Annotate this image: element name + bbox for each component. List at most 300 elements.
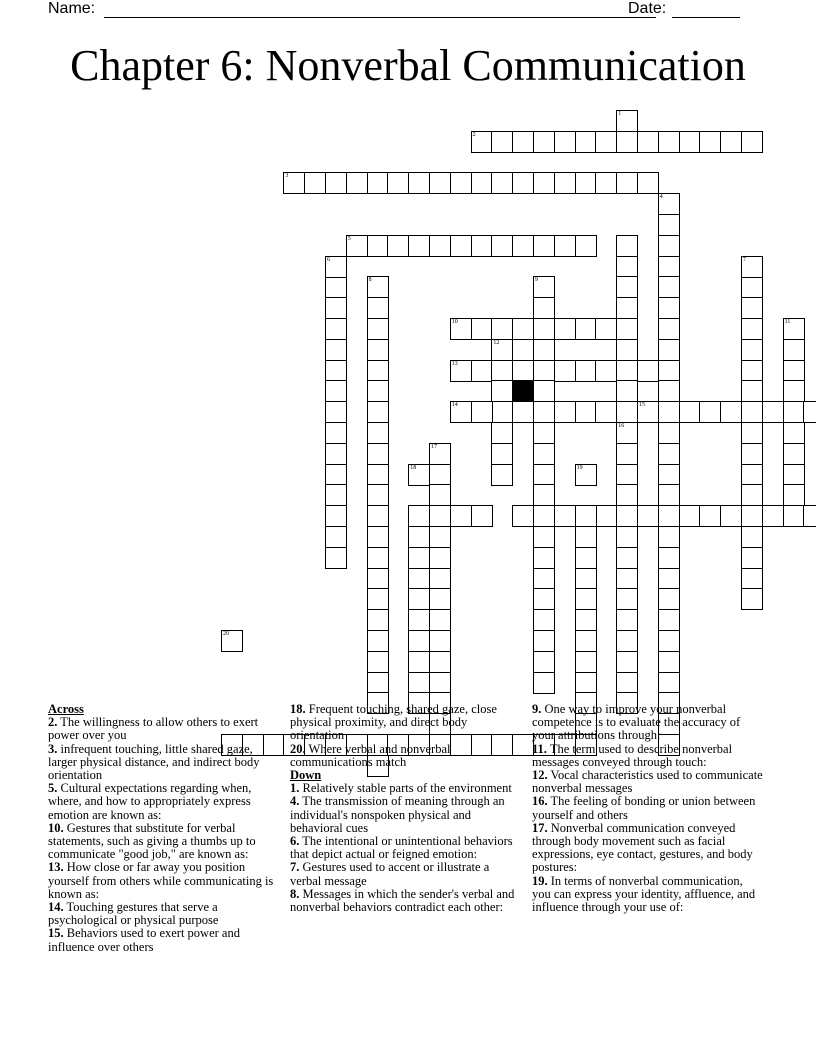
grid-cell[interactable] xyxy=(658,547,680,569)
grid-cell[interactable] xyxy=(325,505,347,527)
grid-cell[interactable] xyxy=(367,172,389,194)
grid-cell[interactable] xyxy=(783,401,805,423)
grid-cell[interactable] xyxy=(325,297,347,319)
grid-cell[interactable] xyxy=(658,318,680,340)
grid-cell[interactable] xyxy=(783,443,805,465)
grid-cell[interactable] xyxy=(367,526,389,548)
grid-cell[interactable] xyxy=(575,172,597,194)
grid-cell[interactable] xyxy=(429,464,451,486)
grid-cell[interactable] xyxy=(699,505,721,527)
grid-cell[interactable] xyxy=(346,235,368,257)
grid-cell[interactable] xyxy=(533,339,555,361)
grid-cell[interactable] xyxy=(658,609,680,631)
grid-cell[interactable] xyxy=(616,568,638,590)
grid-cell[interactable] xyxy=(658,235,680,257)
grid-cell[interactable] xyxy=(367,484,389,506)
grid-cell[interactable] xyxy=(533,630,555,652)
grid-cell[interactable] xyxy=(533,526,555,548)
grid-cell[interactable] xyxy=(575,464,597,486)
grid-cell[interactable] xyxy=(429,484,451,506)
clue-number: 12 xyxy=(493,339,500,346)
grid-cell[interactable] xyxy=(325,526,347,548)
grid-cell[interactable] xyxy=(533,131,555,153)
grid-cell[interactable] xyxy=(491,380,513,402)
grid-cell[interactable] xyxy=(429,672,451,694)
grid-cell[interactable] xyxy=(741,401,763,423)
grid-cell[interactable] xyxy=(720,505,742,527)
grid-cell[interactable] xyxy=(429,588,451,610)
grid-cell[interactable] xyxy=(658,193,680,215)
grid-cell[interactable] xyxy=(367,464,389,486)
clue-number: 11 xyxy=(784,319,791,325)
grid-cell[interactable] xyxy=(367,568,389,590)
clue-item-text: The feeling of bonding or union between yourself and others xyxy=(532,794,756,822)
grid-cell[interactable] xyxy=(367,339,389,361)
grid-cell[interactable] xyxy=(304,172,326,194)
grid-cell[interactable] xyxy=(658,630,680,652)
grid-cell[interactable] xyxy=(408,568,430,590)
grid-cell[interactable] xyxy=(512,401,534,423)
grid-cell[interactable] xyxy=(658,276,680,298)
grid-cell[interactable] xyxy=(408,235,430,257)
grid-cell[interactable] xyxy=(325,360,347,382)
grid-cell[interactable] xyxy=(471,172,493,194)
grid-cell[interactable] xyxy=(616,401,638,423)
grid-cell[interactable] xyxy=(325,401,347,423)
grid-cell[interactable] xyxy=(533,235,555,257)
grid-cell[interactable] xyxy=(741,360,763,382)
grid-cell[interactable] xyxy=(616,297,638,319)
grid-cell[interactable] xyxy=(471,318,493,340)
clue-item xyxy=(48,822,280,862)
grid-cell[interactable] xyxy=(616,256,638,278)
grid-cell[interactable] xyxy=(658,297,680,319)
grid-cell[interactable] xyxy=(429,505,451,527)
grid-cell[interactable] xyxy=(471,235,493,257)
grid-cell[interactable] xyxy=(533,172,555,194)
clue-item-number: 15. xyxy=(48,926,64,941)
clue-item-text: In terms of nonverbal communication, you can express your identity, affluence, and influence through your use of: xyxy=(532,873,756,915)
clue-item-number: 4. xyxy=(290,794,300,809)
grid-cell[interactable] xyxy=(429,526,451,548)
grid-cell[interactable] xyxy=(367,360,389,382)
grid-cell[interactable] xyxy=(554,505,576,527)
grid-cell[interactable] xyxy=(367,505,389,527)
grid-cell[interactable] xyxy=(346,172,368,194)
grid-cell[interactable] xyxy=(575,360,597,382)
grid-cell[interactable] xyxy=(325,547,347,569)
grid-cell[interactable] xyxy=(616,318,638,340)
clue-item-number: 14. xyxy=(48,900,64,915)
clue-item xyxy=(532,822,764,875)
grid-cell[interactable] xyxy=(491,131,513,153)
grid-cell[interactable] xyxy=(741,443,763,465)
grid-cell[interactable] xyxy=(783,484,805,506)
grid-cell[interactable] xyxy=(658,443,680,465)
grid-cell[interactable] xyxy=(367,547,389,569)
grid-cell[interactable] xyxy=(554,172,576,194)
grid-cell[interactable] xyxy=(367,672,389,694)
grid-cell[interactable] xyxy=(533,422,555,444)
grid-cell[interactable] xyxy=(533,401,555,423)
grid-cell[interactable] xyxy=(325,256,347,278)
clue-item-text: One way to improve your nonverbal competence is to evaluate the accuracy of your attributions through: xyxy=(532,702,741,743)
grid-cell[interactable] xyxy=(616,526,638,548)
grid-cell[interactable] xyxy=(367,422,389,444)
clue-number: 15 xyxy=(639,402,645,409)
grid-cell[interactable] xyxy=(554,235,576,257)
grid-cell[interactable] xyxy=(387,172,409,194)
grid-cell[interactable] xyxy=(575,672,597,694)
grid-cell[interactable] xyxy=(575,547,597,569)
grid-cell[interactable] xyxy=(367,235,389,257)
grid-cell[interactable] xyxy=(741,131,763,153)
grid-cell[interactable] xyxy=(783,505,805,527)
grid-cell[interactable] xyxy=(616,131,638,153)
clue-item-text: Where verbal and nonverbal communications match xyxy=(290,741,451,769)
grid-cell[interactable] xyxy=(533,672,555,694)
grid-cell[interactable] xyxy=(450,360,472,382)
grid-cell[interactable] xyxy=(741,547,763,569)
grid-cell[interactable] xyxy=(367,380,389,402)
grid-cell[interactable] xyxy=(471,360,493,382)
grid-cell[interactable] xyxy=(429,568,451,590)
grid-cell[interactable] xyxy=(741,256,763,278)
grid-cell[interactable] xyxy=(408,630,430,652)
grid-cell[interactable] xyxy=(637,172,659,194)
grid-cell[interactable] xyxy=(408,547,430,569)
clue-item xyxy=(290,743,522,769)
grid-cell[interactable] xyxy=(325,380,347,402)
grid-cell[interactable] xyxy=(429,443,451,465)
grid-cell[interactable] xyxy=(429,609,451,631)
grid-cell[interactable] xyxy=(616,110,638,132)
grid-cell[interactable] xyxy=(429,172,451,194)
grid-cell[interactable] xyxy=(595,401,617,423)
grid-cell[interactable] xyxy=(616,484,638,506)
grid-cell[interactable] xyxy=(512,505,534,527)
grid-cell[interactable] xyxy=(533,568,555,590)
grid-cell[interactable] xyxy=(491,464,513,486)
grid-cell[interactable] xyxy=(658,422,680,444)
grid-cell[interactable] xyxy=(533,588,555,610)
grid-cell[interactable] xyxy=(658,484,680,506)
grid-cell[interactable] xyxy=(658,131,680,153)
grid-cell[interactable] xyxy=(637,505,659,527)
grid-cell[interactable] xyxy=(554,401,576,423)
grid-cell[interactable] xyxy=(408,172,430,194)
clue-item-text: Touching gestures that serve a psychological or physical purpose xyxy=(48,900,219,928)
grid-cell[interactable] xyxy=(616,609,638,631)
clue-item-text: The intentional or unintentional behaviors that depict actual or feigned emotion: xyxy=(290,834,513,862)
grid-cell[interactable] xyxy=(367,443,389,465)
grid-cell[interactable] xyxy=(367,588,389,610)
clue-item xyxy=(290,703,522,743)
clue-item-text: Gestures used to accent or illustrate a verbal message xyxy=(290,860,490,888)
grid-cell[interactable] xyxy=(783,318,805,340)
grid-cell[interactable] xyxy=(367,401,389,423)
grid-cell[interactable] xyxy=(512,235,534,257)
grid-cell[interactable] xyxy=(512,172,534,194)
grid-cell[interactable] xyxy=(575,131,597,153)
grid-cell[interactable] xyxy=(616,651,638,673)
clue-item-number: 6. xyxy=(290,834,300,849)
grid-cell[interactable] xyxy=(325,276,347,298)
grid-cell[interactable] xyxy=(741,339,763,361)
grid-cell[interactable] xyxy=(699,131,721,153)
grid-cell[interactable] xyxy=(408,588,430,610)
grid-cell[interactable] xyxy=(367,609,389,631)
grid-cell[interactable] xyxy=(429,651,451,673)
grid-cell[interactable] xyxy=(429,630,451,652)
grid-cell[interactable] xyxy=(575,630,597,652)
clue-item-number: 3. xyxy=(48,741,58,756)
clue-item xyxy=(48,743,280,783)
grid-cell[interactable] xyxy=(658,256,680,278)
grid-cell[interactable] xyxy=(741,588,763,610)
grid-cell[interactable] xyxy=(575,235,597,257)
grid-cell[interactable] xyxy=(616,630,638,652)
grid-cell[interactable] xyxy=(595,360,617,382)
clue-item xyxy=(48,782,280,822)
clue-item-text: Frequent touching, shared gaze, close physical proximity, and direct body orientation xyxy=(290,702,497,743)
grid-cell[interactable] xyxy=(408,526,430,548)
grid-cell[interactable] xyxy=(741,505,763,527)
clue-item-text: Relatively stable parts of the environment xyxy=(299,781,512,796)
clue-section-heading: Down xyxy=(290,768,322,783)
grid-cell[interactable] xyxy=(367,630,389,652)
grid-cell[interactable] xyxy=(575,505,597,527)
grid-cell[interactable] xyxy=(450,401,472,423)
grid-cell[interactable] xyxy=(533,360,555,382)
grid-cell[interactable] xyxy=(658,464,680,486)
grid-cell[interactable] xyxy=(616,464,638,486)
clue-item-text: Gestures that substitute for verbal statements, such as giving a thumbs up to communicate "good job," are known as: xyxy=(48,820,256,862)
grid-cell[interactable] xyxy=(783,380,805,402)
clue-item-number: 13. xyxy=(48,860,64,875)
grid-cell[interactable] xyxy=(471,505,493,527)
grid-cell[interactable] xyxy=(720,401,742,423)
clue-item-text: How close or far away you position yourself from others while communicating is known as: xyxy=(48,860,274,901)
grid-cell[interactable] xyxy=(533,505,555,527)
grid-cell[interactable] xyxy=(491,235,513,257)
grid-cell[interactable] xyxy=(595,318,617,340)
grid-cell[interactable] xyxy=(616,672,638,694)
grid-cell[interactable] xyxy=(512,360,534,382)
grid-cell[interactable] xyxy=(575,401,597,423)
grid-cell[interactable] xyxy=(679,505,701,527)
grid-cell[interactable] xyxy=(533,297,555,319)
grid-cell[interactable] xyxy=(325,422,347,444)
clue-item-number: 17. xyxy=(532,820,548,835)
grid-cell[interactable] xyxy=(658,568,680,590)
grid-cell[interactable] xyxy=(658,526,680,548)
grid-cell[interactable] xyxy=(762,401,784,423)
grid-cell[interactable] xyxy=(679,401,701,423)
grid-cell[interactable] xyxy=(408,505,430,527)
clue-number: 14 xyxy=(451,402,458,409)
clue-item-number: 19. xyxy=(532,873,548,888)
grid-cell[interactable] xyxy=(803,401,816,423)
grid-cell[interactable] xyxy=(616,443,638,465)
grid-cell[interactable] xyxy=(616,276,638,298)
grid-cell[interactable] xyxy=(595,172,617,194)
grid-cell[interactable] xyxy=(554,318,576,340)
grid-cell[interactable] xyxy=(408,464,430,486)
grid-cell[interactable] xyxy=(491,422,513,444)
clue-item xyxy=(532,743,764,769)
grid-cell[interactable] xyxy=(637,131,659,153)
grid-cell[interactable] xyxy=(408,651,430,673)
grid-cell[interactable] xyxy=(658,360,680,382)
clue-item xyxy=(532,795,764,821)
grid-cell[interactable] xyxy=(741,568,763,590)
clue-item-number: 9. xyxy=(532,702,542,716)
grid-cell[interactable] xyxy=(616,422,638,444)
grid-cell[interactable] xyxy=(741,526,763,548)
grid-cell[interactable] xyxy=(595,505,617,527)
grid-cell[interactable] xyxy=(783,464,805,486)
clue-number: 8 xyxy=(368,277,372,284)
grid-cell[interactable] xyxy=(658,672,680,694)
grid-cell[interactable] xyxy=(367,651,389,673)
grid-cell[interactable] xyxy=(699,401,721,423)
clue-number: 16 xyxy=(618,423,625,429)
date-label: Date: xyxy=(628,0,667,17)
grid-cell[interactable] xyxy=(533,484,555,506)
grid-cell[interactable] xyxy=(450,318,472,340)
grid-cell[interactable] xyxy=(741,318,763,340)
grid-cell[interactable] xyxy=(741,464,763,486)
grid-cell[interactable] xyxy=(512,318,534,340)
grid-cell[interactable] xyxy=(575,651,597,673)
grid-cell[interactable] xyxy=(491,339,513,361)
grid-cell[interactable] xyxy=(658,505,680,527)
grid-cell[interactable] xyxy=(221,630,243,652)
grid-cell[interactable] xyxy=(491,172,513,194)
grid-cell[interactable] xyxy=(554,360,576,382)
grid-cell[interactable] xyxy=(408,672,430,694)
grid-cell[interactable] xyxy=(575,568,597,590)
grid-cell[interactable] xyxy=(783,339,805,361)
clue-number: 2 xyxy=(472,131,476,138)
clue-item-number: 8. xyxy=(290,886,300,901)
grid-cell[interactable] xyxy=(803,505,816,527)
grid-cell[interactable] xyxy=(616,235,638,257)
clue-number: 6 xyxy=(327,256,330,263)
clue-number: 10 xyxy=(451,319,458,325)
grid-cell[interactable] xyxy=(575,609,597,631)
clue-item-number: 20. xyxy=(290,741,306,756)
grid-cell[interactable] xyxy=(783,422,805,444)
grid-cell[interactable] xyxy=(408,609,430,631)
grid-cell[interactable] xyxy=(741,380,763,402)
grid-cell[interactable] xyxy=(471,131,493,153)
grid-cell[interactable] xyxy=(533,443,555,465)
grid-cell[interactable] xyxy=(575,526,597,548)
grid-cell[interactable] xyxy=(387,235,409,257)
grid-cell[interactable] xyxy=(575,318,597,340)
grid-cell[interactable] xyxy=(325,443,347,465)
grid-cell[interactable] xyxy=(658,401,680,423)
clue-number: 4 xyxy=(659,194,663,201)
grid-cell[interactable] xyxy=(658,214,680,236)
grid-cell[interactable] xyxy=(325,484,347,506)
grid-cell[interactable] xyxy=(658,651,680,673)
grid-cell[interactable] xyxy=(450,172,472,194)
grid-cell[interactable] xyxy=(491,443,513,465)
grid-cell[interactable] xyxy=(429,547,451,569)
grid-cell[interactable] xyxy=(616,339,638,361)
grid-cell[interactable] xyxy=(616,172,638,194)
grid-cell[interactable] xyxy=(325,464,347,486)
grid-cell[interactable] xyxy=(533,651,555,673)
grid-cell[interactable] xyxy=(741,276,763,298)
grid-cell[interactable] xyxy=(616,547,638,569)
grid-cell[interactable] xyxy=(616,505,638,527)
grid-cell[interactable] xyxy=(533,547,555,569)
grid-cell[interactable] xyxy=(450,235,472,257)
grid-cell[interactable] xyxy=(283,172,305,194)
grid-cell[interactable] xyxy=(658,339,680,361)
clue-item-text: infrequent touching, little shared gaze, larger physical distance, and indirect body orientation xyxy=(48,741,260,783)
grid-cell[interactable] xyxy=(616,380,638,402)
grid-cell[interactable] xyxy=(491,360,513,382)
grid-cell[interactable] xyxy=(616,360,638,382)
grid-cell[interactable] xyxy=(429,235,451,257)
grid-cell[interactable] xyxy=(658,588,680,610)
grid-cell[interactable] xyxy=(533,276,555,298)
grid-cell[interactable] xyxy=(575,588,597,610)
grid-cell[interactable] xyxy=(679,131,701,153)
grid-cell[interactable] xyxy=(637,360,659,382)
grid-cell[interactable] xyxy=(533,464,555,486)
grid-cell[interactable] xyxy=(616,588,638,610)
grid-cell[interactable] xyxy=(450,505,472,527)
clue-item xyxy=(290,888,522,914)
grid-cell[interactable] xyxy=(533,318,555,340)
grid-cell[interactable] xyxy=(367,297,389,319)
clue-item xyxy=(290,861,522,887)
grid-cell[interactable] xyxy=(554,131,576,153)
grid-cell[interactable] xyxy=(783,360,805,382)
grid-cell[interactable] xyxy=(720,131,742,153)
grid-cell[interactable] xyxy=(762,505,784,527)
grid-cell[interactable] xyxy=(491,401,513,423)
black-square xyxy=(512,380,534,402)
clue-item-number: 1. xyxy=(290,781,300,796)
grid-cell[interactable] xyxy=(658,380,680,402)
clue-number: 1 xyxy=(618,111,622,117)
grid-cell[interactable] xyxy=(533,380,555,402)
clue-number: 13 xyxy=(451,360,458,367)
clue-item-text: The transmission of meaning through an individual's nonspoken physical and behavioral cues xyxy=(290,794,505,835)
grid-cell[interactable] xyxy=(741,422,763,444)
grid-cell[interactable] xyxy=(491,318,513,340)
grid-cell[interactable] xyxy=(325,172,347,194)
grid-cell[interactable] xyxy=(533,609,555,631)
grid-cell[interactable] xyxy=(741,297,763,319)
grid-cell[interactable] xyxy=(367,318,389,340)
grid-cell[interactable] xyxy=(367,276,389,298)
grid-cell[interactable] xyxy=(741,484,763,506)
grid-cell[interactable] xyxy=(325,318,347,340)
grid-cell[interactable] xyxy=(325,339,347,361)
grid-cell[interactable] xyxy=(512,131,534,153)
grid-cell[interactable] xyxy=(595,131,617,153)
grid-cell[interactable] xyxy=(637,401,659,423)
grid-cell[interactable] xyxy=(471,401,493,423)
